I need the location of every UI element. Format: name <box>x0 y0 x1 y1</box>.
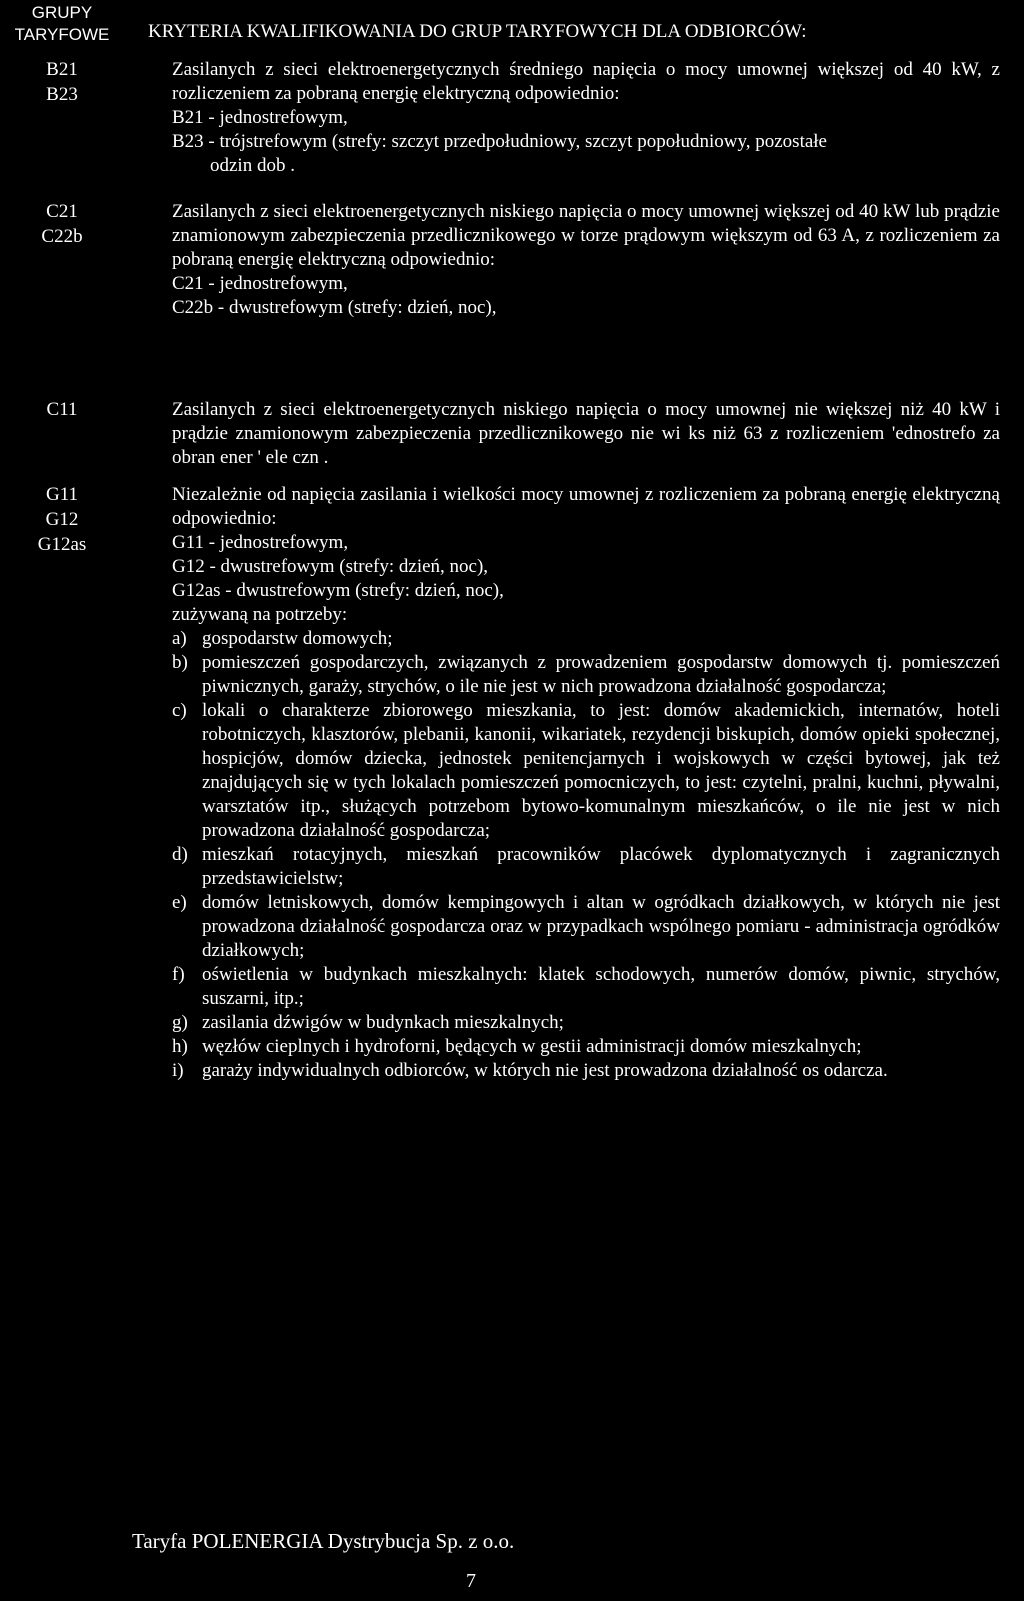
tariff-code: G12 <box>45 509 79 530</box>
item-letter: g) <box>172 1012 188 1033</box>
list-item <box>172 891 1000 963</box>
criteria-line: C22b - dwustrefowym (strefy: dzień, noc), <box>172 297 497 318</box>
criteria-intro: Niezależnie od napięcia zasilania i wielkości mocy umownej z rozliczeniem za pobraną energię elektryczną odpowiednio: <box>172 484 1000 529</box>
item-text: lokali o charakterze zbiorowego mieszkania, to jest: domów akademickich, internatów, hoteli robotniczych, klasztorów, plebanii, kanonii, wikariatek, rezydencji biskupich, domów opieki społecznej, hospicjów, domów dziecka, jednostek penitencjarnych i wojskowych w części bytowej, jak też znajdujących się w tych lokalach pomieszczeń pomocniczych, to jest: czytelni, pralni, kuchni, pływalni, warsztatów itp., służących potrzebom bytowo-komunalnym mieszkańców, o ile nie jest w nich prowadzona działalność gospodarcza; <box>202 700 1000 841</box>
item-letter: a) <box>172 628 187 649</box>
header-left-line1: GRUPY <box>31 3 93 22</box>
item-letter: d) <box>172 844 188 865</box>
tariff-codes-b <box>0 58 124 108</box>
item-text: węzłów cieplnych i hydroforni, będących w gestii administracji domów mieszkalnych; <box>202 1036 862 1057</box>
item-text: oświetlenia w budynkach mieszkalnych: klatek schodowych, numerów domów, piwnic, strychów, suszarni, itp.; <box>202 964 1000 1009</box>
list-item <box>172 1011 1000 1035</box>
list-item <box>172 651 1000 699</box>
page-number: 7 <box>466 1570 476 1592</box>
tariff-code: B23 <box>46 84 78 105</box>
list-item <box>172 699 1000 843</box>
criteria-line: B23 - trójstrefowym (strefy: szczyt przedpołudniowy, szczyt popołudniowy, pozostałe <box>172 131 827 152</box>
criteria-line: G12 - dwustrefowym (strefy: dzień, noc), <box>172 556 489 577</box>
item-letter: e) <box>172 892 187 913</box>
item-text: garaży indywidualnych odbiorców, w których nie jest prowadzona działalność os odarcza. <box>202 1060 888 1081</box>
tariff-code: C11 <box>46 399 78 420</box>
item-text: zasilania dźwigów w budynkach mieszkalnych; <box>202 1012 564 1033</box>
criteria-c2 <box>172 200 1000 320</box>
criteria-c1 <box>172 398 1000 470</box>
item-letter: f) <box>172 964 185 985</box>
column-header-criteria: KRYTERIA KWALIFIKOWANIA DO GRUP TARYFOWYCH DLA ODBIORCÓW: <box>148 21 807 42</box>
item-text: domów letniskowych, domów kempingowych i altan w ogródkach działkowych, w których nie jest prowadzona działalność gospodarcza oraz w przypadkach wspólnego pomiaru - administracja ogródków działkowych; <box>202 892 1000 961</box>
tariff-codes-c1 <box>0 398 124 423</box>
tariff-code: G11 <box>45 484 79 505</box>
header-left-line2: TARYFOWE <box>14 25 110 44</box>
column-header-tariff-groups <box>0 2 124 46</box>
list-item <box>172 1059 1000 1083</box>
criteria-intro: Zasilanych z sieci elektroenergetycznych średniego napięcia o mocy umownej większej od 40 kW, z rozliczeniem za pobraną energię elektryczną odpowiednio: <box>172 59 1000 104</box>
criteria-line: odzin dob . <box>210 155 295 176</box>
usage-list <box>172 627 1000 1083</box>
criteria-intro: Zasilanych z sieci elektroenergetycznych niskiego napięcia o mocy umownej większej od 40 kW lub prądzie znamionowym zabezpieczenia przedlicznikowego w torze prądowym większym od 63 A, z rozliczeniem za pobraną energię elektryczną odpowiednio: <box>172 201 1000 270</box>
footer-company: Taryfa POLENERGIA Dystrybucja Sp. z o.o. <box>132 1529 515 1553</box>
item-letter: c) <box>172 700 187 721</box>
criteria-g <box>172 483 1000 1083</box>
tariff-code: C21 <box>46 201 78 222</box>
list-item <box>172 1035 1000 1059</box>
criteria-line: zużywaną na potrzeby: <box>172 604 348 625</box>
list-item <box>172 843 1000 891</box>
tariff-codes-g <box>0 483 124 558</box>
criteria-line: B21 - jednostrefowym, <box>172 107 348 128</box>
list-item <box>172 627 1000 651</box>
tariff-codes-c2 <box>0 200 124 250</box>
list-item <box>172 963 1000 1011</box>
criteria-text: Zasilanych z sieci elektroenergetycznych niskiego napięcia o mocy umownej nie większej niż 40 kW i prądzie znamionowym zabezpieczenia przedlicznikowego nie wi ks niż 63 z rozliczeniem 'ednostrefo za obran ener ' ele czn . <box>172 399 1000 468</box>
criteria-line: G11 - jednostrefowym, <box>172 532 349 553</box>
tariff-code: C22b <box>41 226 83 247</box>
item-letter: i) <box>172 1060 184 1081</box>
item-letter: b) <box>172 652 188 673</box>
criteria-line: G12as - dwustrefowym (strefy: dzień, noc), <box>172 580 504 601</box>
item-letter: h) <box>172 1036 188 1057</box>
item-text: gospodarstw domowych; <box>202 628 393 649</box>
item-text: pomieszczeń gospodarczych, związanych z prowadzeniem gospodarstw domowych tj. pomieszczeń piwnicznych, garaży, strychów, o ile nie jest w nich prowadzona działalność gospodarcza; <box>202 652 1000 697</box>
tariff-code: B21 <box>46 59 78 80</box>
item-text: mieszkań rotacyjnych, mieszkań pracowników placówek dyplomatycznych i zagranicznych przedstawicielstw; <box>202 844 1000 889</box>
tariff-code: G12as <box>37 534 87 555</box>
criteria-line: C21 - jednostrefowym, <box>172 273 348 294</box>
criteria-b <box>172 58 1000 178</box>
